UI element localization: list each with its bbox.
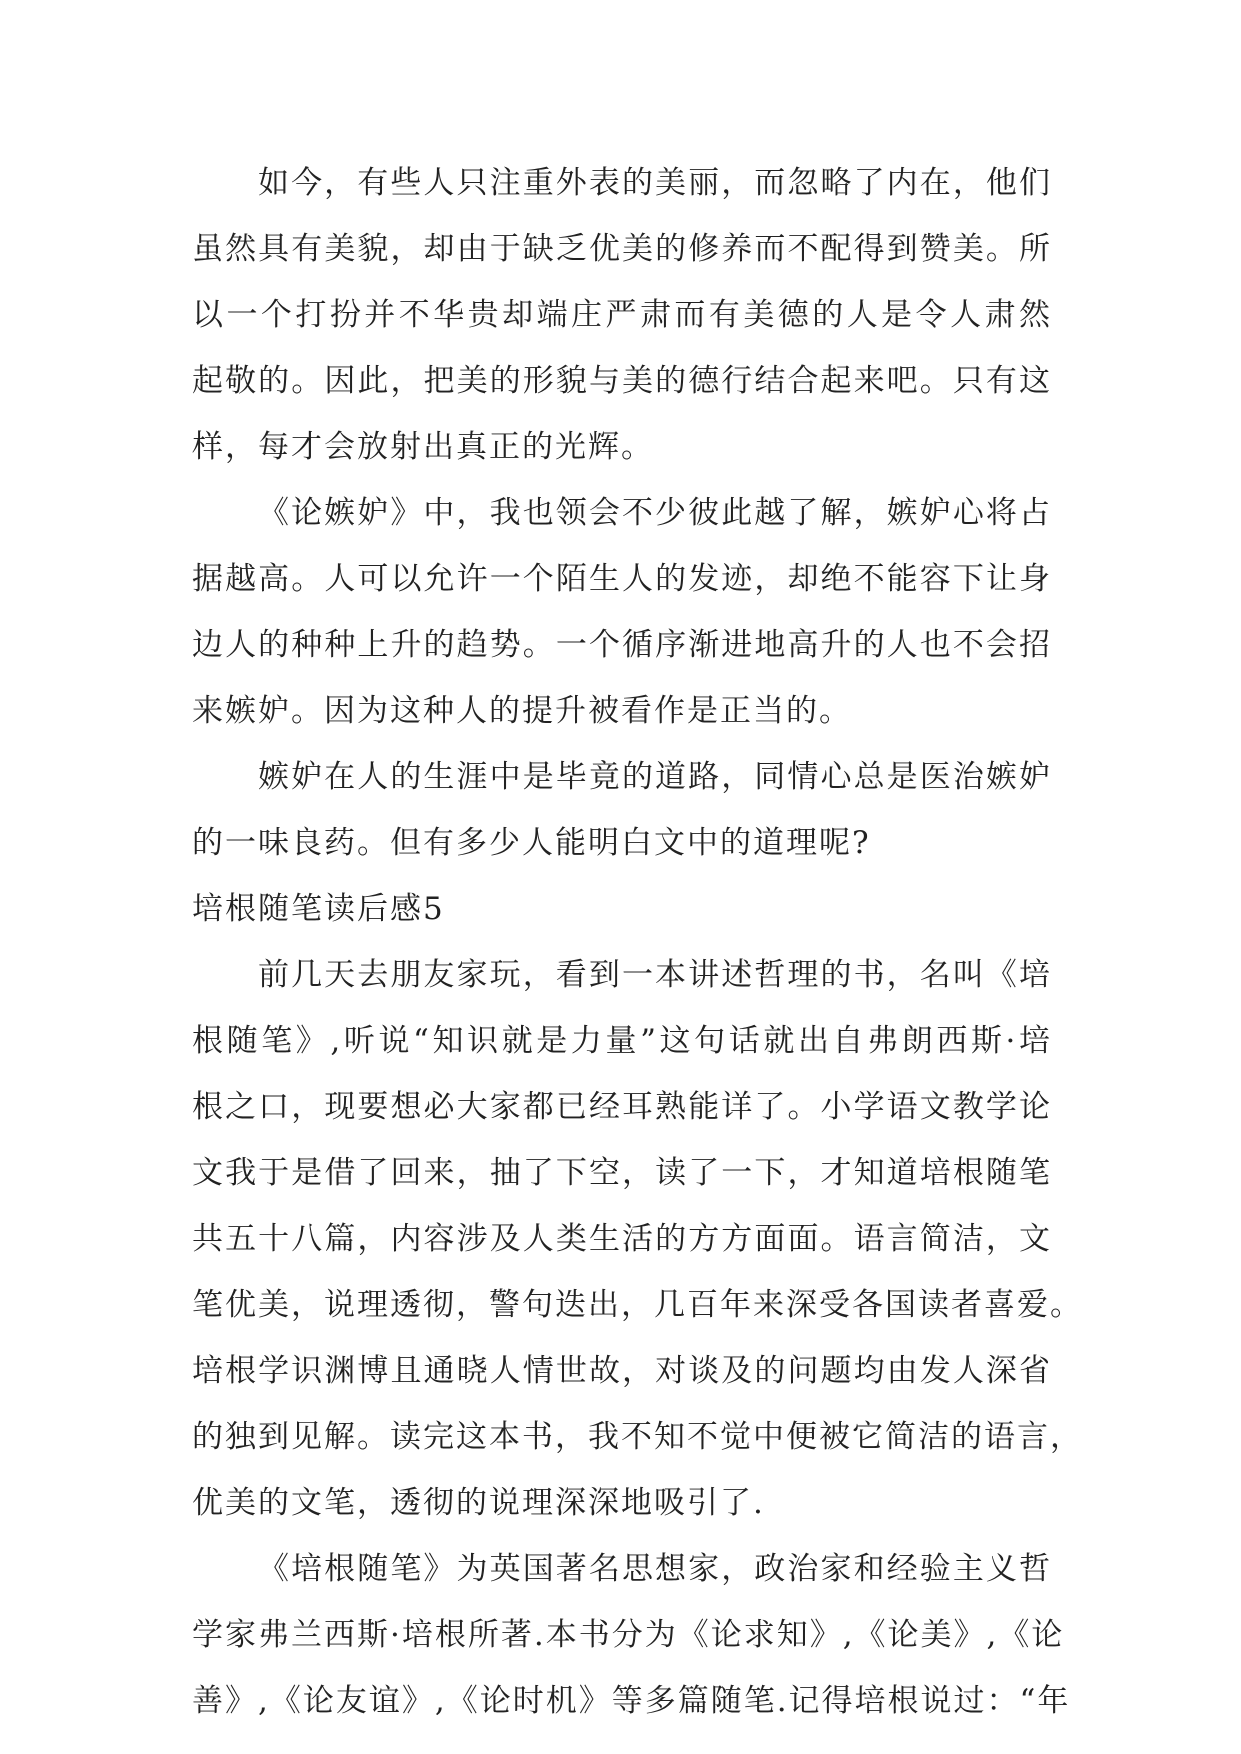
text-line: 善》,《论友谊》,《论时机》等多篇随笔.记得培根说过：“年: [192, 1683, 1071, 1719]
text-line: 边人的种种上升的趋势。一个循序渐进地高升的人也不会招: [192, 627, 1052, 663]
text-line: 的独到见解。读完这本书，我不知不觉中便被它简洁的语言，: [192, 1419, 1083, 1455]
text-line: 共五十八篇，内容涉及人类生活的方方面面。语言简洁，文: [192, 1221, 1052, 1257]
section-heading: 培根随笔读后感5: [192, 891, 445, 927]
text-line: 优美的文笔，透彻的说理深深地吸引了.: [192, 1485, 765, 1521]
text-line: 笔优美，说理透彻，警句迭出，几百年来深受各国读者喜爱。: [192, 1287, 1083, 1323]
text-line: 嫉妒在人的生涯中是毕竟的道路，同情心总是医治嫉妒: [258, 759, 1052, 795]
paragraph-2: [192, 480, 1052, 744]
text-line: 根之口，现要想必大家都已经耳熟能详了。小学语文教学论: [192, 1089, 1052, 1125]
paragraph-5: [192, 1536, 1071, 1734]
text-line: 的一味良药。但有多少人能明白文中的道理呢?: [192, 825, 871, 861]
document-page: [192, 150, 1083, 1734]
text-line: 学家弗兰西斯·培根所著.本书分为《论求知》,《论美》,《论: [192, 1617, 1065, 1653]
text-line: 以一个打扮并不华贵却端庄严肃而有美德的人是令人肃然: [192, 297, 1052, 333]
text-line: 前几天去朋友家玩，看到一本讲述哲理的书，名叫《培: [258, 957, 1052, 993]
text-line: 《培根随笔》为英国著名思想家，政治家和经验主义哲: [258, 1551, 1052, 1587]
paragraph-3: [192, 744, 1052, 876]
text-line: 虽然具有美貌，却由于缺乏优美的修养而不配得到赞美。所: [192, 231, 1052, 267]
text-line: 据越高。人可以允许一个陌生人的发迹，却绝不能容下让身: [192, 561, 1052, 597]
text-line: 文我于是借了回来，抽了下空，读了一下，才知道培根随笔: [192, 1155, 1052, 1191]
text-line: 如今，有些人只注重外表的美丽，而忽略了内在，他们: [258, 165, 1052, 201]
text-line: 培根学识渊博且通晓人情世故，对谈及的问题均由发人深省: [192, 1353, 1052, 1389]
text-line: 根随笔》,听说“知识就是力量”这句话就出自弗朗西斯·培: [192, 1023, 1052, 1059]
paragraph-1: [192, 150, 1052, 480]
text-line: 《论嫉妒》中，我也领会不少彼此越了解，嫉妒心将占: [258, 495, 1052, 531]
text-line: 起敬的。因此，把美的形貌与美的德行结合起来吧。只有这: [192, 363, 1052, 399]
paragraph-4: [192, 942, 1083, 1536]
text-line: 来嫉妒。因为这种人的提升被看作是正当的。: [192, 693, 852, 729]
text-line: 样，每才会放射出真正的光辉。: [192, 429, 654, 465]
